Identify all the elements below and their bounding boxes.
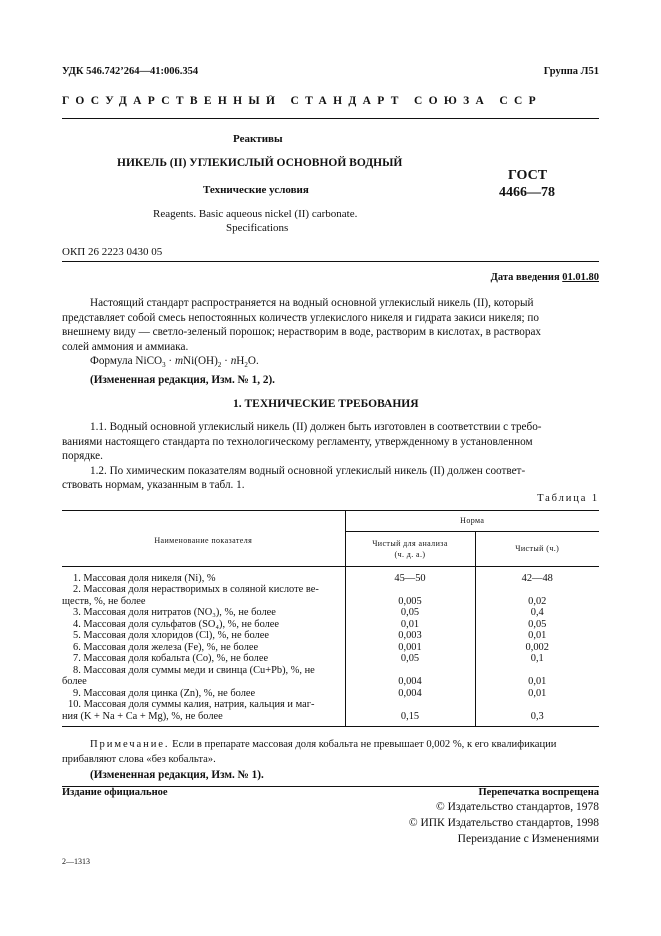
table-row [62,619,599,631]
doc-subtitle: Технические условия [203,184,309,196]
row-value-pure: 0,002 [525,641,549,653]
okp-divider [62,261,599,262]
udk-code: УДК 546.742’264—41:006.354 [62,66,199,77]
doc-category: Реактивы [233,133,283,145]
row-indicator-name: 6. Массовая доля железа (Fe), %, не более [62,642,345,654]
row-value-pure-analysis: 0,005 [345,584,475,607]
okp-code: ОКП 26 2223 0430 05 [62,246,163,258]
table-row [62,566,599,584]
table-row [62,607,599,619]
row-value-pure: 0,02 [528,595,547,607]
row-value-pure-analysis: 0,001 [345,642,475,654]
table-caption: Таблица 1 [537,493,599,504]
row-value-pure: 0,01 [528,676,547,687]
table-row [62,653,599,665]
row-indicator-name: 2. Массовая доля нерастворимых в соляной кислоте ве- ществ, %, не более [62,584,345,607]
doc-title: НИКЕЛЬ (II) УГЛЕКИСЛЫЙ ОСНОВНОЙ ВОДНЫЙ [117,157,403,169]
row-value-pure-analysis: 0,05 [345,607,475,619]
section1-paragraphs: 1.1. Водный основной углекислый никель (II) должен быть изготовлен в соответствии с требо- ваниями настоящего стандарта по технологическому регламенту, утвержденному в установленном порядке. 1.2. По химическим показателям водный основной углекислый никель (II) должен соответ- ствовать нормам, указанным в табл. 1. [62,421,542,491]
row-value-pure: 42—48 [521,572,553,584]
col-pure-header: Чистый (ч.) [515,543,560,553]
copyright-1998: © ИПК Издательство стандартов, 1998 [408,817,599,829]
table-row [62,584,599,607]
chemical-formula: NiCO$_3$ · $mNi(OH)_2 \cdot nH_2O$. [135,355,259,370]
row-indicator-name: 5. Массовая доля хлоридов (Cl), %, не более [62,630,345,642]
row-value-pure: 0,01 [528,630,547,641]
row-indicator-name: 3. Массовая доля нитратов (NO₃), %, не более [62,607,345,619]
table-note: Примечание. Если в препарате массовая доля кобальта не превышает 0,002 %, к его квалификации прибавляют слова «без кобальта». [62,739,557,765]
row-indicator-name: 10. Массовая доля суммы калия, натрия, кальция и маг- ния (K + Na + Ca + Mg), %, не более [62,699,345,727]
republication-note: Переиздание с Изменениями [457,833,599,845]
intro-date-label: Дата введения [490,272,560,283]
row-indicator-name: 9. Массовая доля цинка (Zn), %, не более [62,688,345,700]
row-indicator-name: 7. Массовая доля кобальта (Co), %, не более [62,653,345,665]
english-title-line1: Reagents. Basic aqueous nickel (II) carbonate. [153,208,358,220]
col-pure-analysis-header: Чистый для анализа (ч. д. а.) [345,531,475,566]
row-value-pure-analysis: 0,004 [345,665,475,688]
row-value-pure: 0,4 [530,607,544,618]
row-indicator-name: 8. Массовая доля суммы меди и свинца (Cu+Pb), %, не более [62,665,345,688]
row-value-pure: 0,1 [530,653,544,664]
row-value-pure-analysis: 0,15 [345,699,475,727]
table-row [62,699,599,727]
row-value-pure-analysis: 0,01 [345,619,475,631]
intro-revision: (Измененная редакция, Изм. № 1, 2). [90,373,275,386]
header-divider [62,118,599,119]
note-revision: (Измененная редакция, Изм. № 1). [90,769,264,781]
row-value-pure-analysis: 0,004 [345,688,475,700]
english-title-line2: Specifications [226,222,289,234]
note-label: Примечание. [90,739,170,750]
state-standard-banner: ГОСУДАРСТВЕННЫЙ СТАНДАРТ СОЮЗА ССР [62,95,542,107]
formula-line: Формула NiCO$_3$ · $mNi(OH)_2 \cdot nH_2O$. [90,355,259,370]
official-edition: Издание официальное [62,787,168,798]
row-value-pure: 0,01 [528,687,547,699]
reprint-notice: Перепечатка воспрещена [478,787,599,798]
intro-date-value: 01.01.80 [562,272,599,283]
table-row [62,688,599,700]
table-row [62,665,599,688]
row-indicator-name: 4. Массовая доля сульфатов (SO₄), %, не более [62,619,345,631]
page-code: 2—1313 [62,857,90,866]
row-value-pure-analysis: 0,05 [345,653,475,665]
col-norm-header: Норма [345,511,599,532]
intro-paragraph: Настоящий стандарт распространяется на водный основной углекислый никель (II), который представляет собой смесь непостоянных количеств углекислого никеля и гидрата закиси никеля; по внешнему виду — светло-зеленый порошок; нерастворим в воде, растворим в кислотах, в растворах солей аммония и аммиака. Формула NiCO$_3$ · $mNi(OH)_2 \cdot nH_2O$. (Измененная редакция, Изм. № 1, 2). [62,296,599,387]
row-value-pure: 0,3 [530,710,544,722]
row-indicator-name: 1. Массовая доля никеля (Ni), % [62,566,345,584]
intro-date [491,272,599,283]
table-row [62,642,599,654]
norms-table [62,510,599,727]
row-value-pure-analysis: 0,003 [345,630,475,642]
table-row [62,630,599,642]
gost-number: 4466—78 [499,185,555,200]
row-value-pure: 0,05 [528,618,547,630]
row-value-pure-analysis: 45—50 [345,566,475,584]
table-header-row [62,511,599,532]
group-code: Группа Л51 [543,66,599,77]
section1-heading: 1. ТЕХНИЧЕСКИЕ ТРЕБОВАНИЯ [233,398,419,410]
copyright-1978: © Издательство стандартов, 1978 [435,801,599,813]
col-name-header: Наименование показателя [62,511,345,567]
gost-label: ГОСТ [508,168,548,183]
